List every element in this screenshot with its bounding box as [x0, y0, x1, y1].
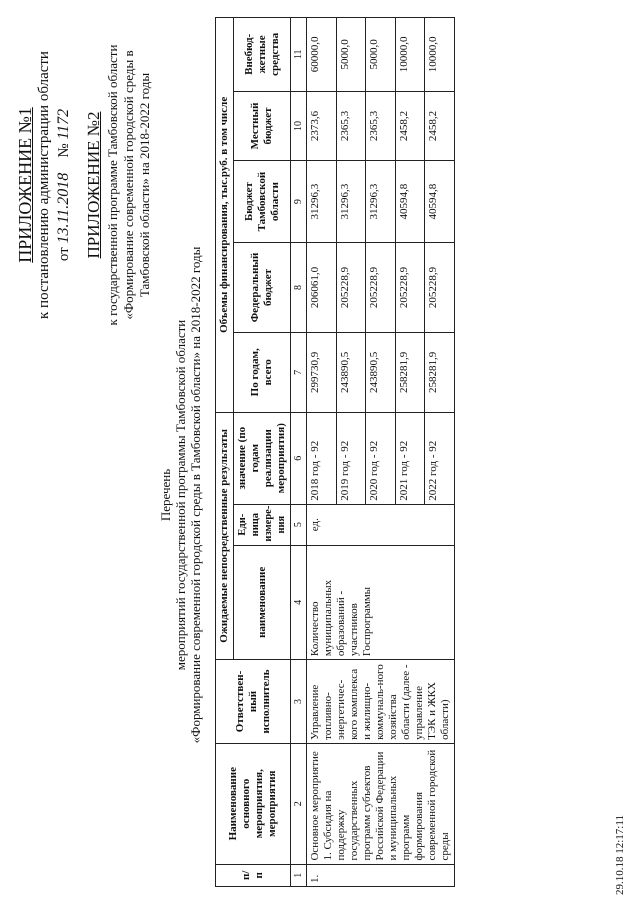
appendix-1-header: [16, 25, 74, 345]
year-regional: 40594,8: [425, 161, 455, 243]
year-total: 258281,9: [425, 332, 455, 412]
column-number: 4: [291, 545, 307, 659]
header-measure-name: Наименование основного мероприятия, мероприятия: [216, 743, 291, 864]
year-regional: 31296,3: [336, 161, 366, 243]
column-number: 8: [291, 242, 307, 332]
column-number: 6: [291, 412, 307, 504]
date-value: 13.11.2018: [55, 172, 72, 244]
year-total: 243890,5: [366, 332, 396, 412]
row-result-name: Количество муниципальных образований - участников Госпрограммы: [307, 545, 455, 659]
appendix-1-title: ПРИЛОЖЕНИЕ №1: [15, 107, 35, 263]
row-executor: Управление топливно-энергетичес-кого комплекса и жилищно-коммуналь-ного хозяйства области (далее - управление ТЭК и ЖКХ области): [307, 660, 455, 744]
column-number: 11: [291, 18, 307, 92]
column-number-row: [291, 18, 307, 887]
decree-line: к постановлению администрации области: [36, 51, 52, 319]
year-value: 2021 год - 92: [395, 412, 425, 504]
header-financing: Объемы финансирования, тыс.руб. в том числе: [216, 18, 234, 413]
column-number: 7: [291, 332, 307, 412]
title-line-3: «Формирование современной городской среды в Тамбовской области» на 2018-2022 годы: [188, 246, 203, 744]
year-regional: 31296,3: [307, 161, 337, 243]
row-np: 1.: [307, 864, 455, 886]
header-federal: Федеральный бюджет: [234, 242, 291, 332]
year-regional: 40594,8: [395, 161, 425, 243]
appendix-2-text: к государственной программе Тамбовской области «Формирование современной городской среды в Тамбовской области» на 2018-2022 годы: [105, 44, 152, 326]
header-expected-results: Ожидаемые непосредственные результаты: [216, 412, 234, 659]
year-value: 2019 год - 92: [336, 412, 366, 504]
appendix-2-header: [86, 25, 153, 345]
year-value: 2022 год - 92: [425, 412, 455, 504]
header-local: Местный бюджет: [234, 91, 291, 161]
decree-date-line: [54, 25, 74, 345]
header-total: По годам, всего: [234, 332, 291, 412]
header-result-name: наименование: [234, 545, 291, 659]
row-unit: ед.: [307, 504, 455, 545]
year-federal: 205228,9: [366, 242, 396, 332]
header-np: п/п: [216, 864, 291, 886]
table-row: [307, 18, 337, 887]
year-local: 2458,2: [425, 91, 455, 161]
column-number: 5: [291, 504, 307, 545]
year-total: 243890,5: [336, 332, 366, 412]
measures-table: [215, 17, 455, 887]
header-extrabudget: Внебюд-жетные средства: [234, 18, 291, 92]
header-executor: Ответствен-ный исполнитель: [216, 660, 291, 744]
year-federal: 205228,9: [425, 242, 455, 332]
column-number: 3: [291, 660, 307, 744]
year-extrabudget: 60000,0: [307, 18, 337, 92]
number-prefix: №: [56, 143, 72, 158]
header-regional: Бюджет Тамбовской области: [234, 161, 291, 243]
column-number: 2: [291, 743, 307, 864]
year-total: 258281,9: [395, 332, 425, 412]
year-federal: 206061,0: [307, 242, 337, 332]
title-line-2: мероприятий государственной программы Тамбовской области: [173, 319, 188, 671]
year-total: 299730,9: [307, 332, 337, 412]
title-line-1: Перечень: [158, 468, 173, 522]
year-extrabudget: 10000,0: [395, 18, 425, 92]
appendix-2-title: ПРИЛОЖЕНИЕ №2: [84, 111, 103, 259]
row-measure-name: Основное мероприятие 1. Субсидия на поддержку государственных программ субъектов Российской Федерации и муниципальных программ формирования современной городской среды: [307, 743, 455, 864]
date-prefix: от: [56, 247, 72, 262]
year-local: 2458,2: [395, 91, 425, 161]
year-federal: 205228,9: [395, 242, 425, 332]
year-extrabudget: 5000,0: [366, 18, 396, 92]
year-local: 2365,3: [336, 91, 366, 161]
year-federal: 205228,9: [336, 242, 366, 332]
document-title: [158, 235, 203, 755]
year-regional: 31296,3: [366, 161, 396, 243]
column-number: 10: [291, 91, 307, 161]
header-value: значение (по годам реализации мероприятия): [234, 412, 291, 504]
year-extrabudget: 10000,0: [425, 18, 455, 92]
year-value: 2018 год - 92: [307, 412, 337, 504]
year-local: 2365,3: [366, 91, 396, 161]
year-local: 2373,6: [307, 91, 337, 161]
header-unit: Еди-ница измере-ния: [234, 504, 291, 545]
column-number: 9: [291, 161, 307, 243]
number-value: 1172: [55, 108, 72, 140]
year-value: 2020 год - 92: [366, 412, 396, 504]
year-extrabudget: 5000,0: [336, 18, 366, 92]
print-timestamp: 29.10.18 12:17:11: [614, 815, 626, 895]
column-number: 1: [291, 864, 307, 886]
